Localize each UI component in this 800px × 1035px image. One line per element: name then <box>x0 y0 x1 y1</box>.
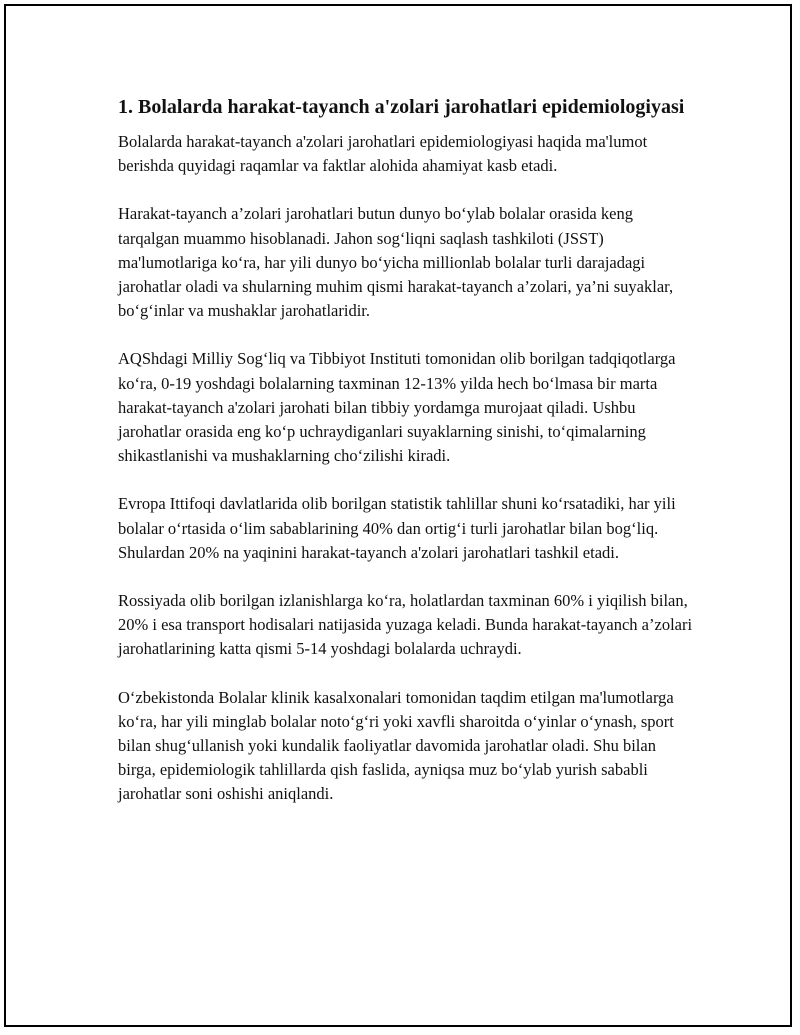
paragraph-russia: Rossiyada olib borilgan izlanishlarga ko‘ra, holatlardan taxminan 60% i yiqilish bilan, 20% i esa transport hodisalari natijasida yuzaga keladi. Bunda harakat-tayanch a’zolari jarohatlarining katta qismi 5-14 yoshdagi bolalarda uchraydi. <box>118 591 693 659</box>
paragraph-intro: Bolalarda harakat-tayanch a'zolari jarohatlari epidemiologiyasi haqida ma'lumot berishda quyidagi raqamlar va faktlar alohida ahamiyat kasb etadi. <box>118 132 648 176</box>
paragraph-usa: AQShdagi Milliy Sog‘liq va Tibbiyot Instituti tomonidan olib borilgan tadqiqotlarga ko‘ra, 0-19 yoshdagi bolalarning taxminan 12-13% yilda hech bo‘lmasa bir marta harakat-tayanch a'zolari jarohati bilan tibbiy yordamga murojaat qiladi. Ushbu jarohatlar orasida eng ko‘p uchraydiganlari suyaklarning sinishi, to‘qimalarning shikastlanishi va mushaklarning cho‘zilishi kiradi. <box>118 349 676 466</box>
document-body <box>118 94 693 831</box>
paragraph-uzbekistan: O‘zbekistonda Bolalar klinik kasalxonalari tomonidan taqdim etilgan ma'lumotlarga ko‘ra, har yili minglab bolalar noto‘g‘ri yoki xavfli sharoitda o‘yinlar o‘ynash, sport bilan shug‘ullanish yoki kundalik faoliyatlar davomida jarohatlar oladi. Shu bilan birga, epidemiologik tahlillarda qish faslida, ayniqsa muz bo‘ylab yurish sababli jarohatlar soni oshishi aniqlandi. <box>118 687 674 804</box>
section-heading: 1. Bolalarda harakat-tayanch a'zolari jarohatlari epidemiologiyasi <box>118 96 685 118</box>
paragraph-europe: Evropa Ittifoqi davlatlarida olib borilgan statistik tahlillar shuni ko‘rsatadiki, har yili bolalar o‘rtasida o‘lim sabablarining 40% dan ortig‘i turli jarohatlar bilan bog‘liq. Shulardan 20% na yaqinini harakat-tayanch a'zolari jarohatlari tashkil etadi. <box>118 494 676 562</box>
paragraph-world: Harakat-tayanch a’zolari jarohatlari butun dunyo bo‘ylab bolalar orasida keng tarqalgan muammo hisoblanadi. Jahon sog‘liqni saqlash tashkiloti (JSST) ma'lumotlariga ko‘ra, har yili dunyo bo‘yicha millionlab bolalar turli darajadagi jarohatlar oladi va shularning muhim qismi harakat-tayanch a’zolari, ya’ni suyaklar, bo‘g‘inlar va mushaklar jarohatlaridir. <box>118 204 674 321</box>
